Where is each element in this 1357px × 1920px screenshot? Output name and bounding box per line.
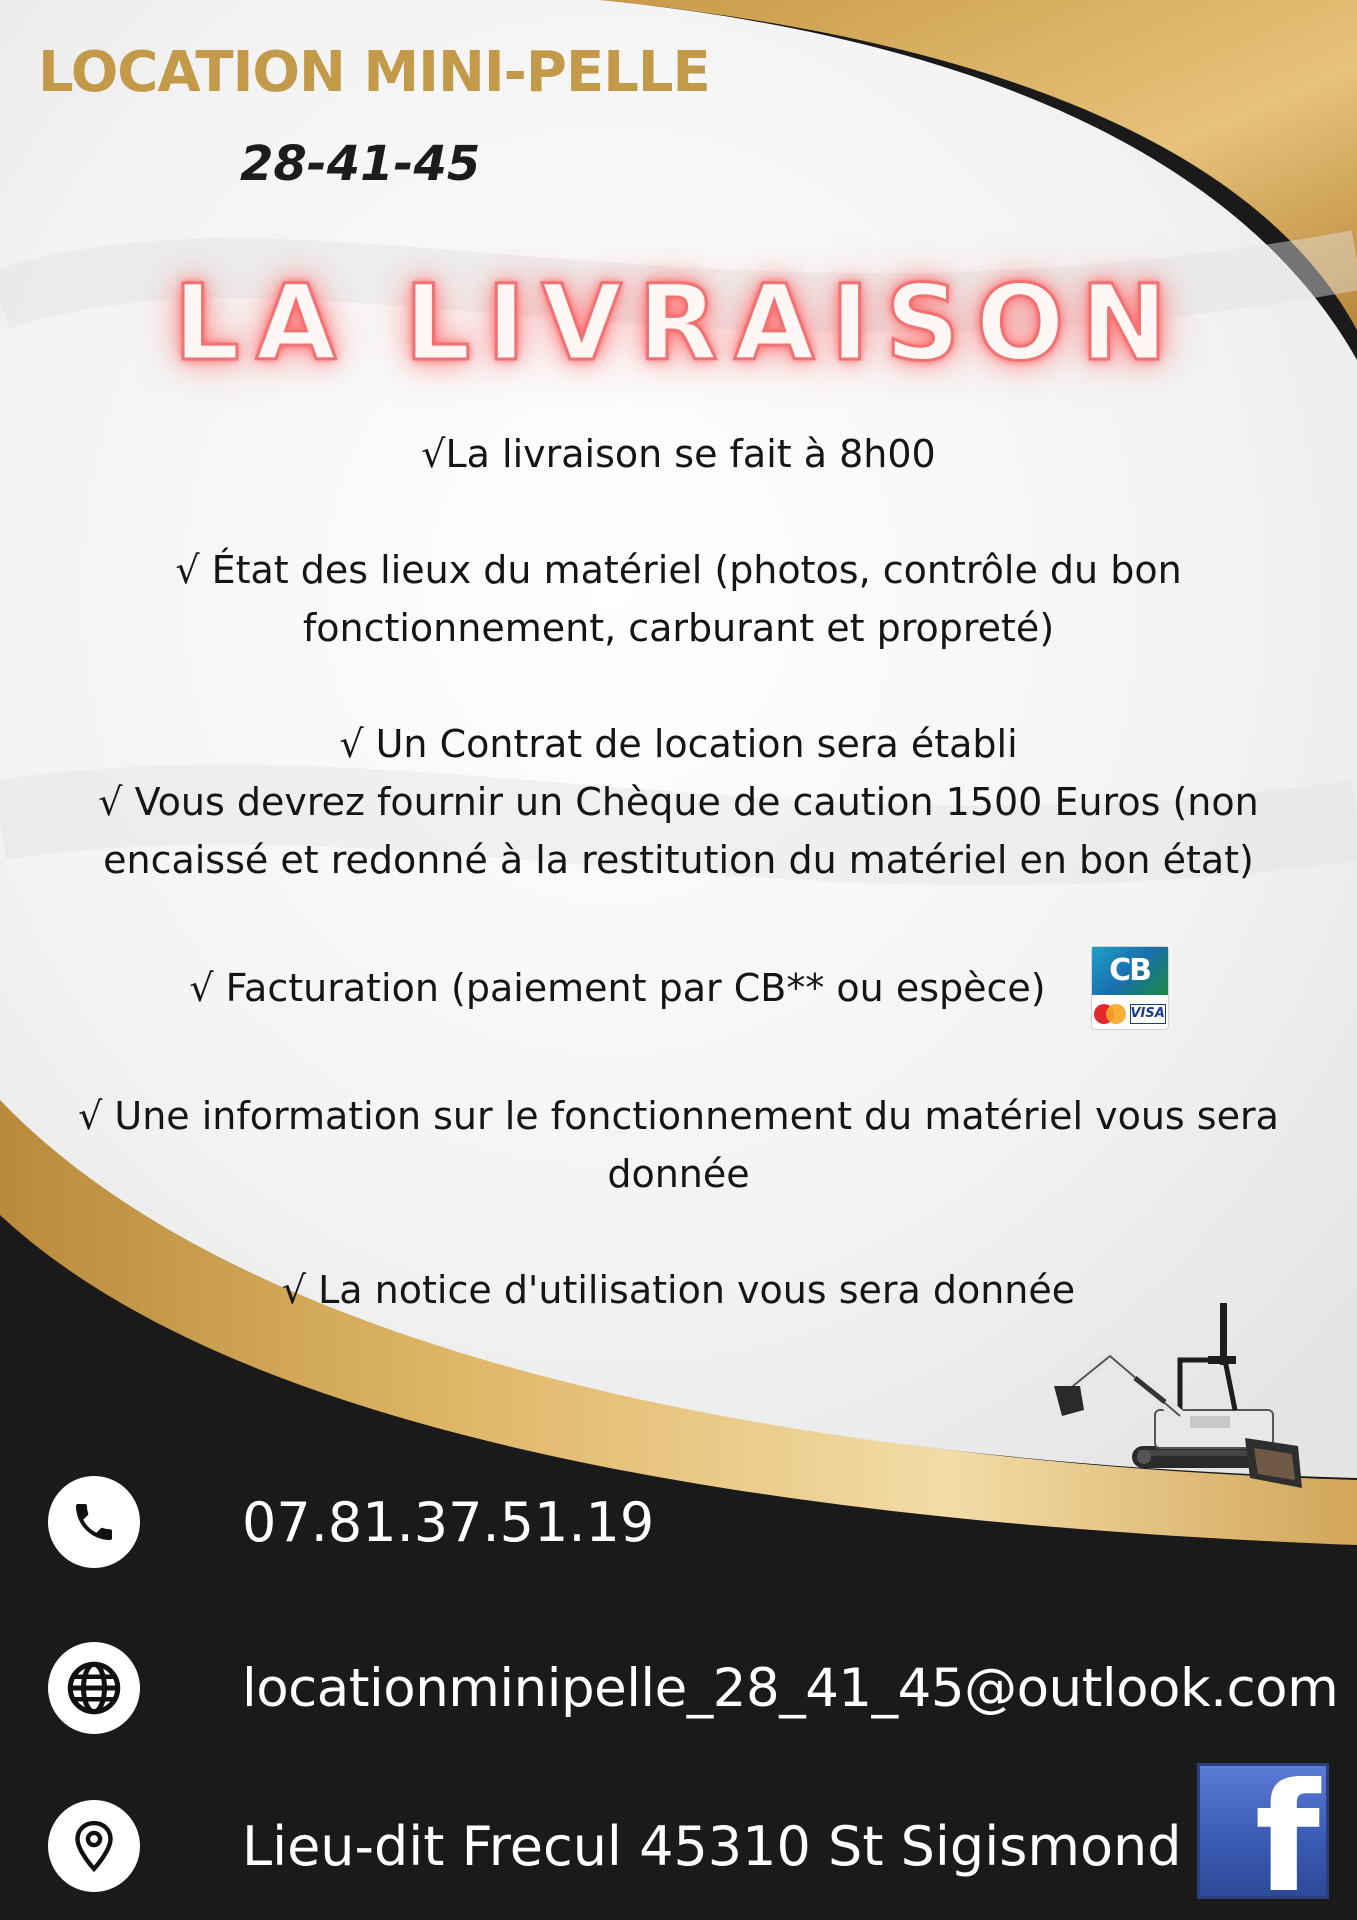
facebook-letter: f bbox=[1254, 1752, 1320, 1920]
info-item-billing bbox=[40, 947, 1317, 1029]
phone-icon bbox=[48, 1476, 140, 1568]
street-address[interactable]: Lieu-dit Frecul 45310 St Sigismond bbox=[242, 1814, 1182, 1878]
facebook-icon[interactable] bbox=[1197, 1752, 1329, 1920]
info-item-manual: √ La notice d'utilisation vous sera donnée bbox=[281, 1268, 1076, 1312]
section-title: LA LIVRAISON bbox=[173, 262, 1184, 384]
info-item-billing-text: √ Facturation (paiement par CB** ou espèce) bbox=[189, 966, 1046, 1010]
location-pin-icon bbox=[48, 1800, 140, 1892]
brand-departments: 28-41-45 bbox=[240, 136, 481, 192]
brand-title: LOCATION MINI-PELLE bbox=[38, 40, 710, 105]
cb-logo: CB bbox=[1092, 947, 1168, 995]
info-item-inspection: √ État des lieux du matériel (photos, contrôle du bon fonctionnement, carburant et propreté) bbox=[175, 548, 1182, 650]
visa-logo: VISA bbox=[1130, 1004, 1166, 1024]
phone-number[interactable]: 07.81.37.51.19 bbox=[242, 1490, 655, 1554]
email-address[interactable]: locationminipelle_28_41_45@outlook.com bbox=[242, 1657, 1339, 1719]
contact-address[interactable] bbox=[48, 1800, 1182, 1892]
cb-card-icon bbox=[1092, 947, 1168, 1029]
mini-excavator-image bbox=[1040, 1298, 1310, 1498]
info-item-operation-briefing: √ Une information sur le fonctionnement du matériel vous sera donnée bbox=[78, 1094, 1279, 1196]
info-item-delivery-time: √La livraison se fait à 8h00 bbox=[421, 432, 936, 476]
delivery-info-list bbox=[40, 425, 1317, 1319]
mastercard-icon bbox=[1094, 1004, 1126, 1024]
info-item-deposit: √ Vous devrez fournir un Chèque de caution 1500 Euros (non encaissé et redonné à la restitution du matériel en bon état) bbox=[98, 780, 1259, 882]
globe-icon bbox=[48, 1642, 140, 1734]
contact-phone[interactable] bbox=[48, 1476, 654, 1568]
contact-email[interactable] bbox=[48, 1642, 1338, 1734]
info-item-contract: √ Un Contrat de location sera établi bbox=[339, 722, 1018, 766]
